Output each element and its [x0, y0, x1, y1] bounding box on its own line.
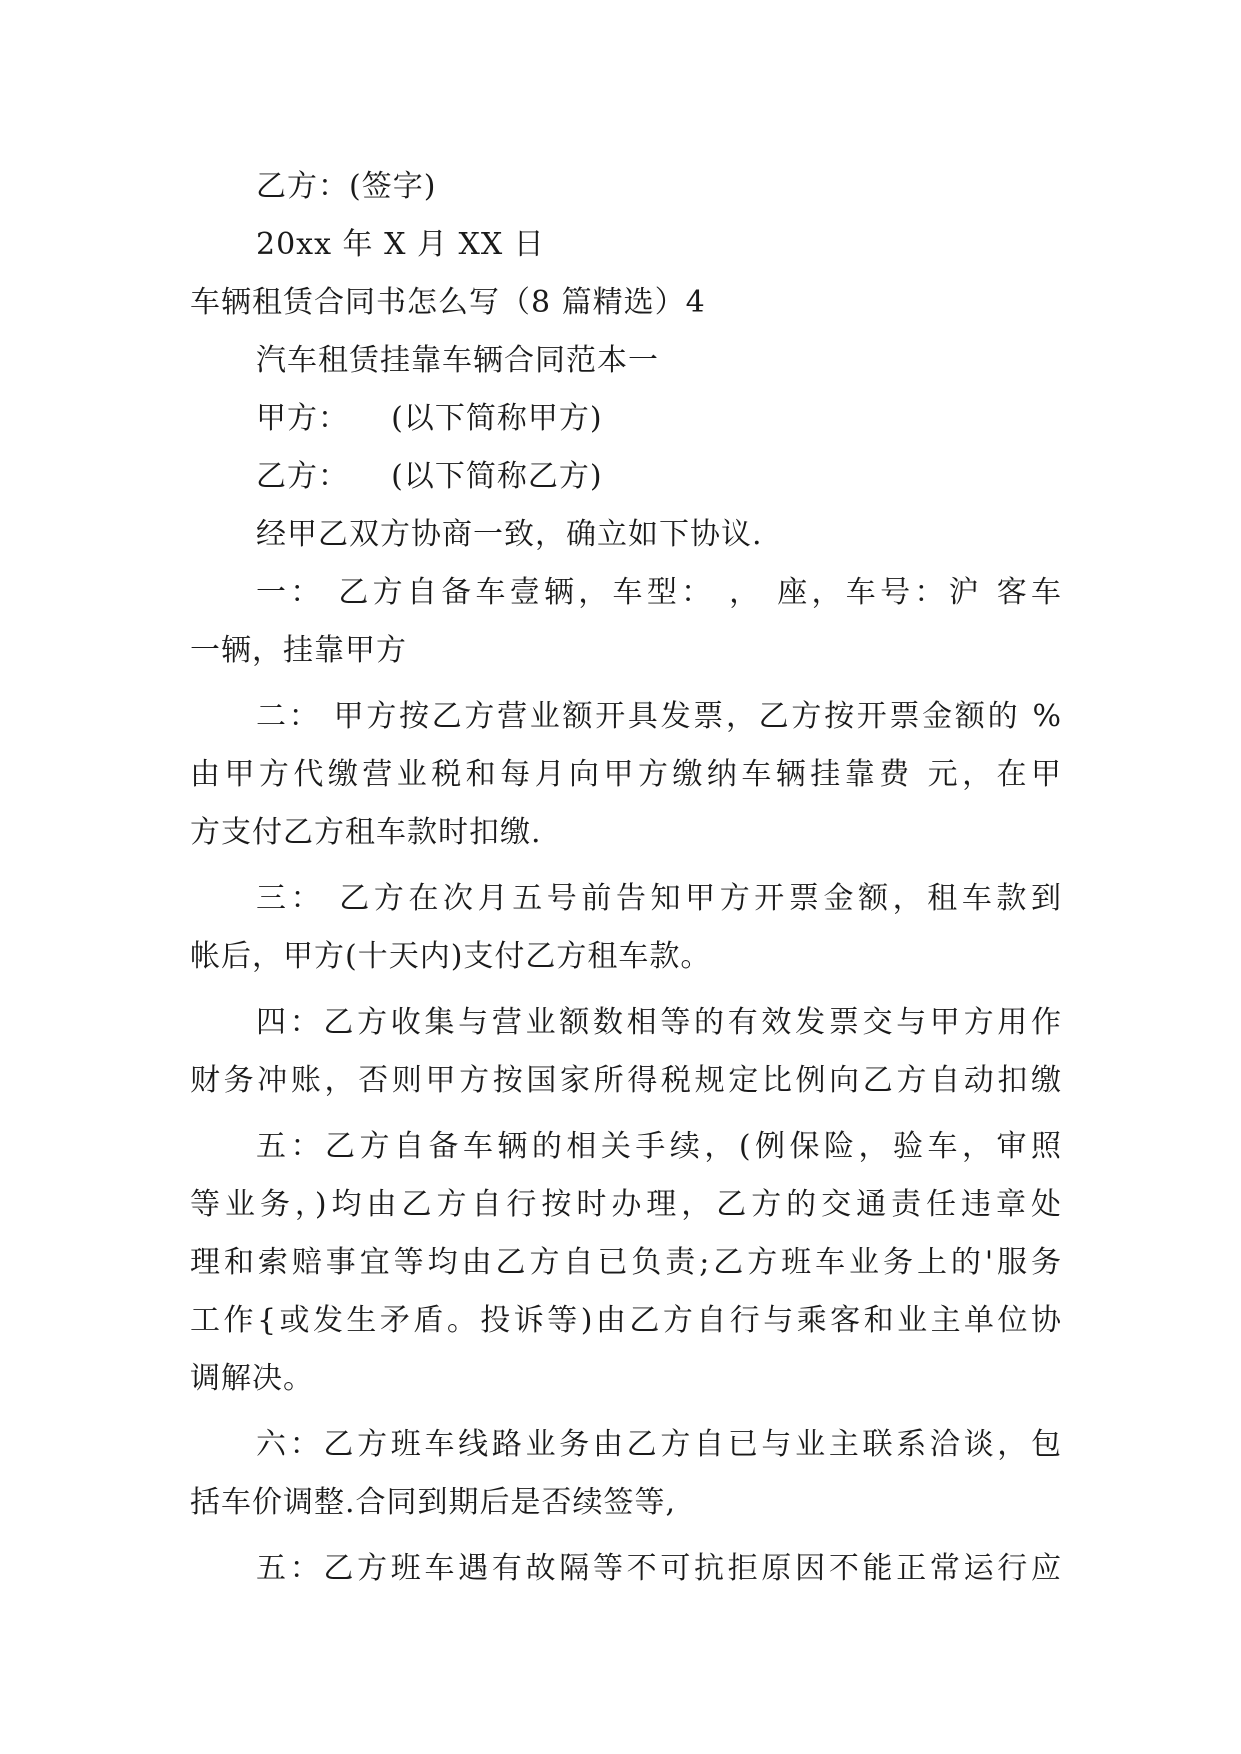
clause-5-line-4: 工作{或发生矛盾。投诉等)由乙方自行与乘客和业主单位协 — [190, 1303, 1062, 1338]
party-a-line: 甲方： (以下简称甲方) — [256, 401, 603, 436]
document-title: 车辆租赁合同书怎么写（8 篇精选）4 — [190, 285, 706, 320]
clause-1-line-2: 一辆，挂靠甲方 — [190, 633, 407, 668]
clause-3-line-2: 帐后，甲方(十天内)支付乙方租车款。 — [190, 939, 712, 974]
clause-2-line-2: 由甲方代缴营业税和每月向甲方缴纳车辆挂靠费 元，在甲 — [190, 757, 1062, 792]
clause-3-line-1: 三： 乙方在次月五号前告知甲方开票金额，租车款到 — [256, 881, 1062, 916]
clause-7-line-1: 五：乙方班车遇有故隔等不可抗拒原因不能正常运行应 — [256, 1551, 1062, 1586]
clause-4-line-1: 四：乙方收集与营业额数相等的有效发票交与甲方用作 — [256, 1005, 1062, 1040]
clause-5-line-5: 调解决。 — [190, 1361, 314, 1396]
signature-party-b: 乙方：(签字) — [256, 169, 437, 204]
agreement-intro: 经甲乙双方协商一致，确立如下协议. — [256, 517, 763, 552]
clause-2-line-1: 二： 甲方按乙方营业额开具发票，乙方按开票金额的 % — [256, 699, 1062, 734]
signature-date: 20xx 年 X 月 XX 日 — [256, 227, 545, 262]
clause-5-line-2: 等业务，)均由乙方自行按时办理，乙方的交通责任违章处 — [190, 1187, 1062, 1222]
clause-6-line-1: 六：乙方班车线路业务由乙方自已与业主联系洽谈，包 — [256, 1427, 1062, 1462]
contract-subtitle: 汽车租赁挂靠车辆合同范本一 — [256, 343, 659, 378]
document-page — [190, 158, 1062, 1598]
clause-1-line-1: 一： 乙方自备车壹辆，车型： ， 座，车号：沪 客车 — [256, 575, 1062, 610]
clause-6-line-2: 括车价调整.合同到期后是否续签等, — [190, 1485, 677, 1520]
clause-4-line-2: 财务冲账，否则甲方按国家所得税规定比例向乙方自动扣缴 — [190, 1063, 1062, 1098]
party-b-line: 乙方： (以下简称乙方) — [256, 459, 603, 494]
clause-2-line-3: 方支付乙方租车款时扣缴. — [190, 815, 542, 850]
clause-5-line-1: 五：乙方自备车辆的相关手续，(例保险，验车，审照 — [256, 1129, 1062, 1164]
clause-5-line-3: 理和索赔事宜等均由乙方自已负责;乙方班车业务上的'服务 — [190, 1245, 1062, 1280]
